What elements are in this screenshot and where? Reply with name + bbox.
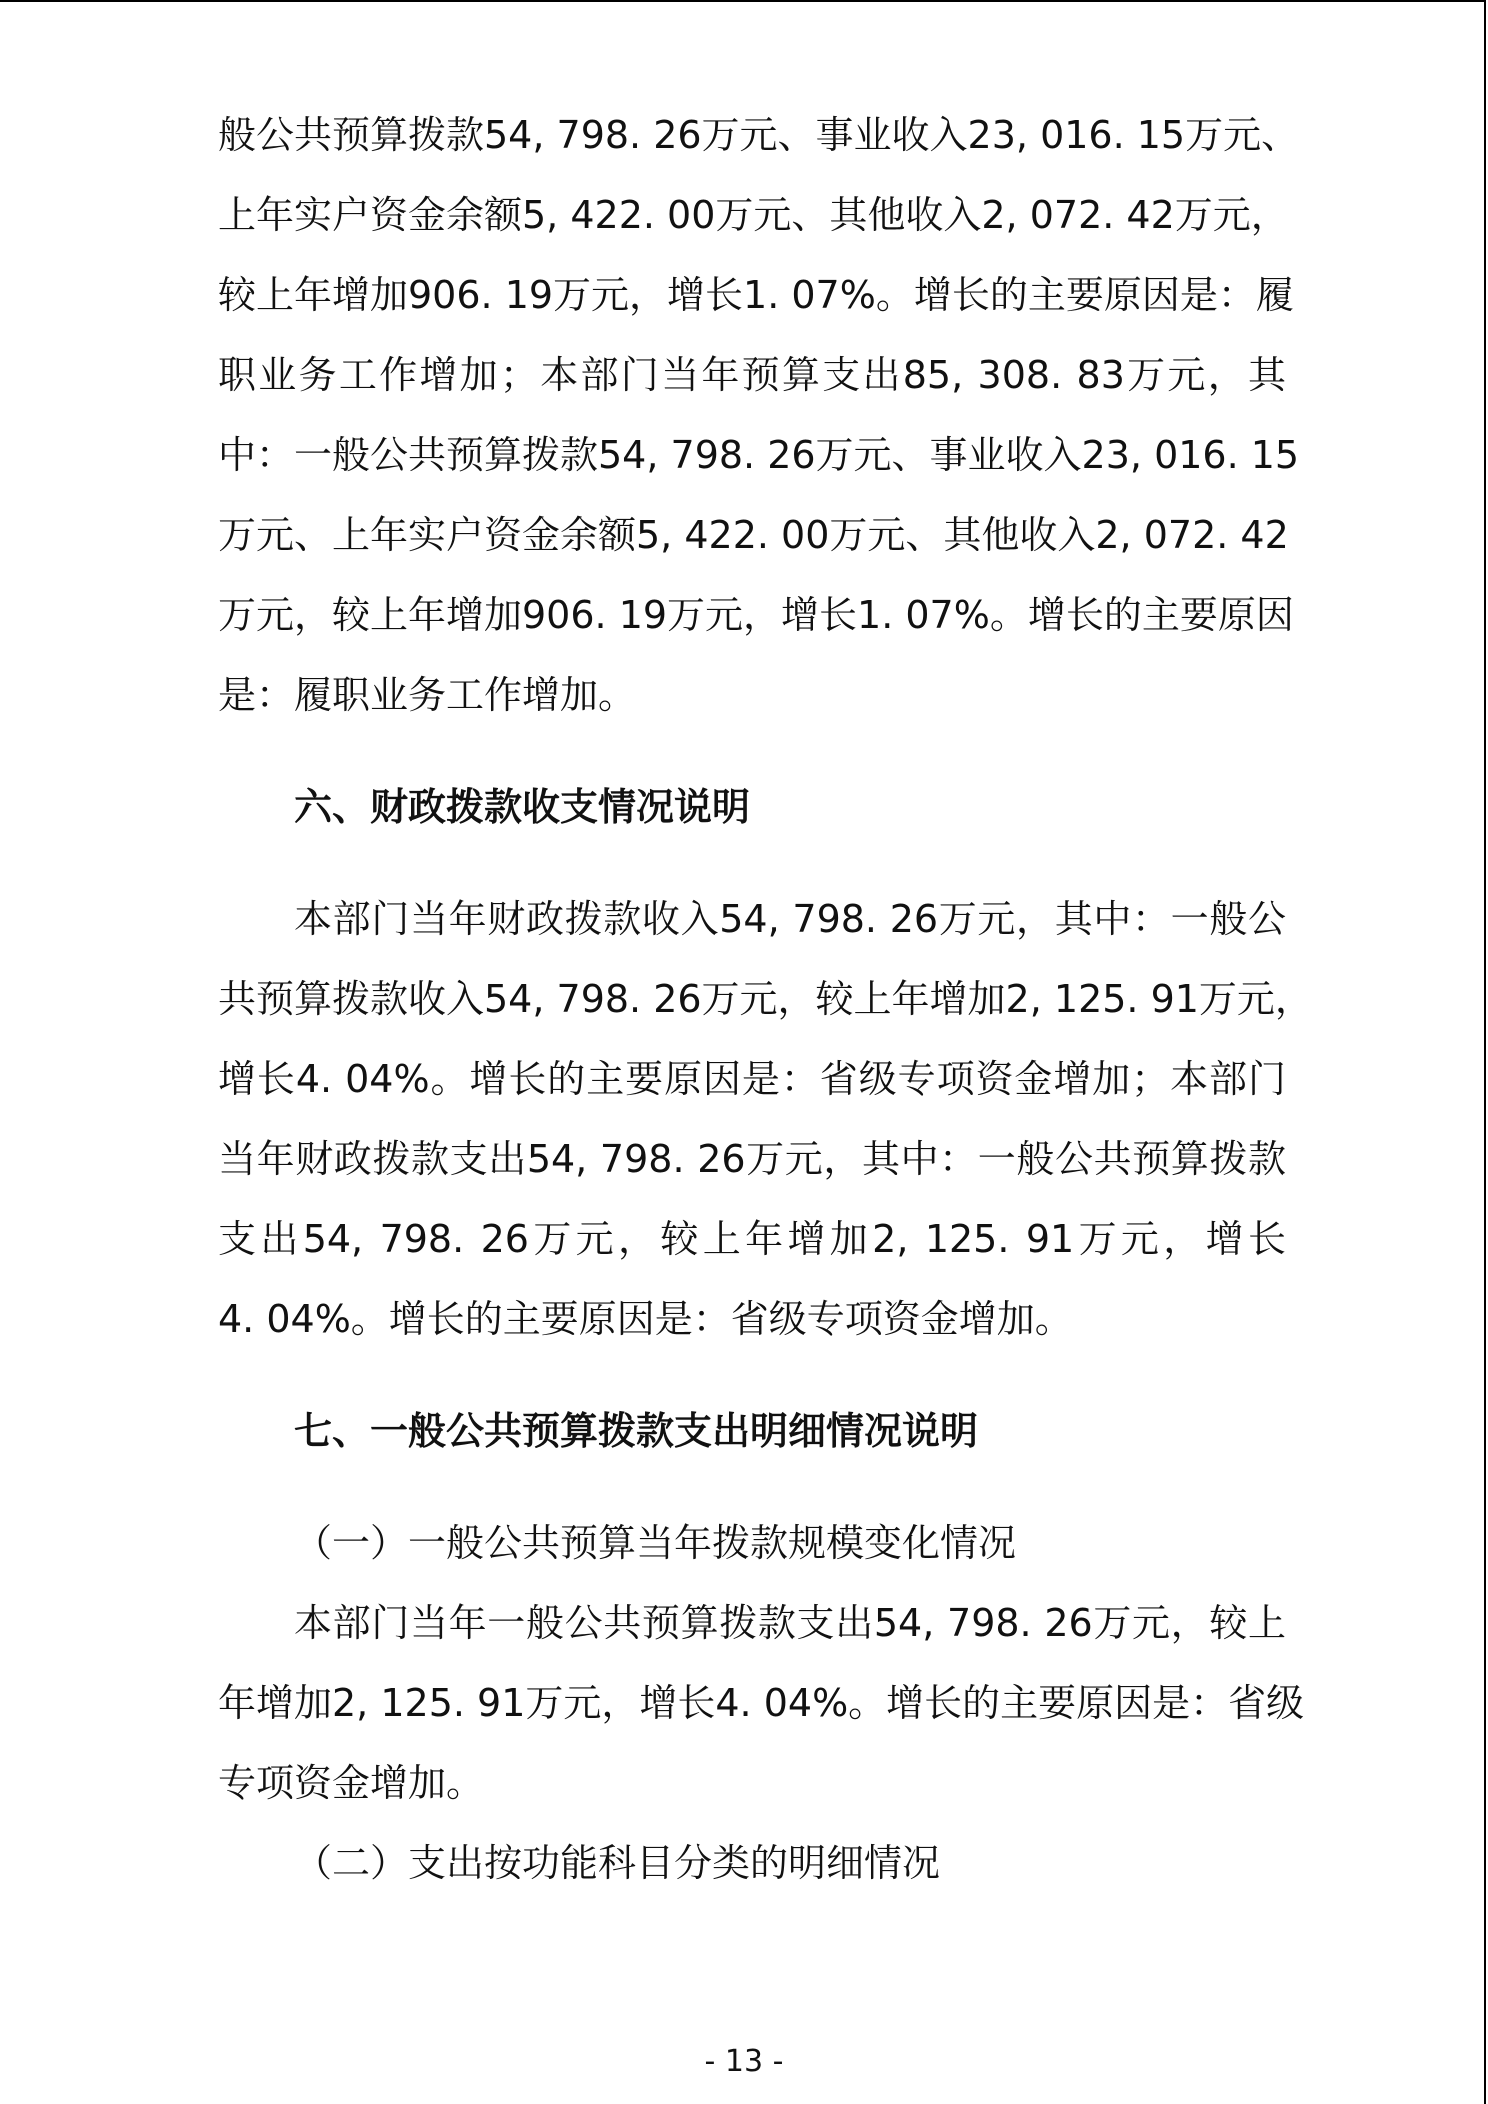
text-line: 增长4. 04%。增长的主要原因是：省级专项资金增加；本部门 [218, 1057, 1286, 1101]
text-line: 年增加2, 125. 91万元，增长4. 04%。增长的主要原因是：省级 [218, 1681, 1305, 1725]
subsection-one-paragraph [218, 1583, 1305, 1823]
text-line: 专项资金增加。 [218, 1761, 485, 1805]
page-number: - 13 - [704, 2044, 784, 2079]
text-line: 般公共预算拨款54, 798. 26万元、事业收入23, 016. 15万元、 [218, 113, 1300, 157]
document-body [218, 95, 1313, 1903]
text-line: 当年财政拨款支出54, 798. 26万元，其中：一般公共预算拨款 [218, 1137, 1286, 1181]
text-line: 支出54, 798. 26万元，较上年增加2, 125. 91万元，增长 [218, 1217, 1286, 1261]
section-heading-seven: 七、一般公共预算拨款支出明细情况说明 [294, 1409, 979, 1453]
section-heading-six: 六、财政拨款收支情况说明 [294, 785, 751, 829]
subsection-title-one: （一）一般公共预算当年拨款规模变化情况 [294, 1521, 1017, 1565]
text-line: 万元、上年实户资金余额5, 422. 00万元、其他收入2, 072. 42 [218, 513, 1289, 557]
text-line: 万元，较上年增加906. 19万元，增长1. 07%。增长的主要原因 [218, 593, 1294, 637]
text-line: 4. 04%。增长的主要原因是：省级专项资金增加。 [218, 1297, 1073, 1341]
text-line: 中：一般公共预算拨款54, 798. 26万元、事业收入23, 016. 15 [218, 433, 1300, 477]
text-line: 较上年增加906. 19万元，增长1. 07%。增长的主要原因是：履 [218, 273, 1294, 317]
text-line: 共预算拨款收入54, 798. 26万元，较上年增加2, 125. 91万元， [218, 977, 1313, 1021]
text-line: 职业务工作增加；本部门当年预算支出85, 308. 83万元，其 [218, 353, 1286, 397]
text-line: 上年实户资金余额5, 422. 00万元、其他收入2, 072. 42万元， [218, 193, 1289, 237]
intro-paragraph [218, 95, 1300, 735]
text-line: 本部门当年一般公共预算拨款支出54, 798. 26万元，较上 [294, 1601, 1286, 1645]
subsection-title-two: （二）支出按功能科目分类的明细情况 [294, 1841, 941, 1885]
section-six-paragraph [218, 879, 1313, 1359]
text-line: 是：履职业务工作增加。 [218, 673, 637, 717]
text-line: 本部门当年财政拨款收入54, 798. 26万元，其中：一般公 [294, 897, 1286, 941]
